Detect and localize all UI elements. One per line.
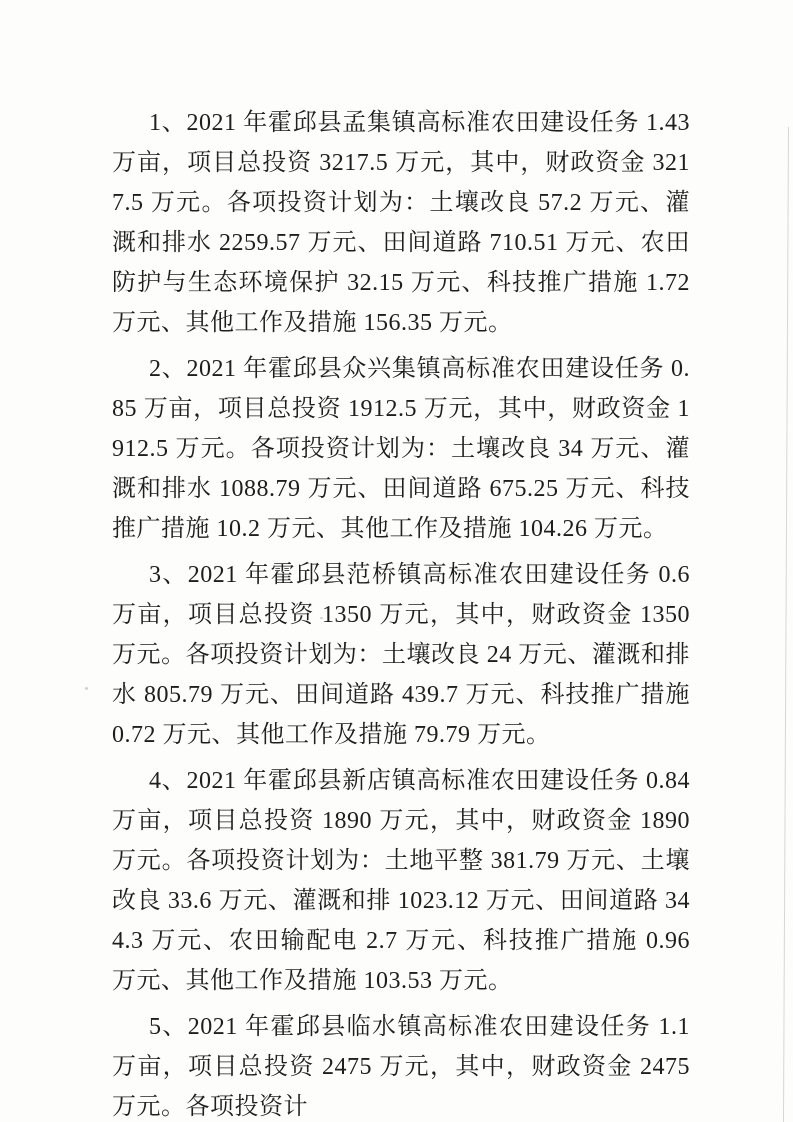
paragraph-item-3: 3、2021 年霍邱县范桥镇高标准农田建设任务 0.6 万亩，项目总投资 1350 万元，其中，财政资金 1350 万元。各项投资计划为：土壤改良 24 万元、灌溉和排水 805.79 万元、田间道路 439.7 万元、科技推广措施 0.72 万元、其他工作及措施 79.79 万元。 — [112, 562, 690, 748]
paragraph-item-4: 4、2021 年霍邱县新店镇高标准农田建设任务 0.84 万亩，项目总投资 1890 万元，其中，财政资金 1890 万元。各项投资计划为：土地平整 381.79 万元、土壤改良 33.6 万元、灌溉和排 1023.12 万元、田间道路 344.3 万元、农田输配电 2.7 万元、科技推广措施 0.96 万元、其他工作及措施 103.53 万元。 — [112, 768, 690, 994]
scan-speck — [320, 617, 323, 619]
paragraph-item-1: 1、2021 年霍邱县孟集镇高标准农田建设任务 1.43 万亩，项目总投资 3217.5 万元，其中，财政资金 3217.5 万元。各项投资计划为：土壤改良 57.2 万元、灌溉和排水 2259.57 万元、田间道路 710.51 万元、农田防护与生态环境保护 32.15 万元、科技推广措施 1.72 万元、其他工作及措施 156.35 万元。 — [112, 110, 690, 336]
scan-speck — [85, 687, 88, 690]
paragraph-item-5: 5、2021 年霍邱县临水镇高标准农田建设任务 1.1 万亩，项目总投资 2475 万元，其中，财政资金 2475 万元。各项投资计 — [112, 1014, 690, 1120]
scan-speck — [606, 205, 609, 208]
scan-speck — [366, 1020, 369, 1022]
scan-edge-line — [783, 127, 789, 1122]
paragraph-item-2: 2、2021 年霍邱县众兴集镇高标准农田建设任务 0.85 万亩，项目总投资 1912.5 万元，其中，财政资金 1912.5 万元。各项投资计划为：土壤改良 34 万元、灌溉和排水 1088.79 万元、田间道路 675.25 万元、科技推广措施 10.2 万元、其他工作及措施 104.26 万元。 — [112, 356, 690, 542]
document-body — [112, 103, 690, 1122]
